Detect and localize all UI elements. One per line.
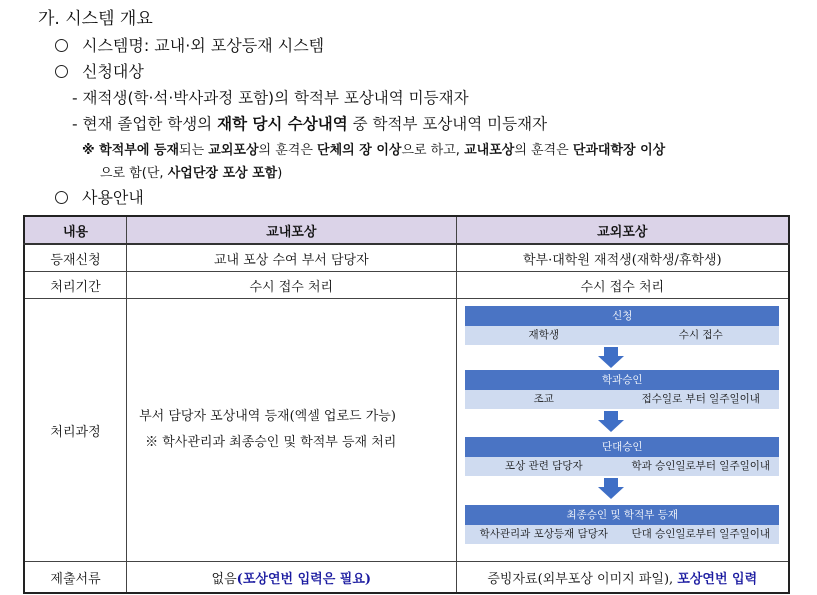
flow-step-right: 접수일로 부터 일주일이내: [641, 393, 760, 405]
process-line-2: ※ 학사관리과 최종승인 및 학적부 등재 처리: [145, 435, 397, 450]
row-label: 제출서류: [24, 562, 127, 594]
target-line-2: [72, 112, 547, 134]
note-part: 교내포상: [464, 143, 515, 158]
row-label: 처리기간: [24, 272, 127, 299]
flow-step-title: 단대승인: [465, 437, 779, 457]
usage-item: [55, 185, 144, 208]
usage-text: 사용안내: [82, 188, 144, 207]
circle-bullet-icon: [55, 191, 68, 204]
external-docs-text: 증빙자료(외부포상 이미지 파일),: [487, 571, 678, 587]
process-line-1: 부서 담당자 포상내역 등재(엑셀 업로드 가능): [139, 409, 396, 424]
process-flow-diagram: [465, 306, 779, 554]
table-row: [24, 562, 789, 594]
guide-table: [23, 215, 790, 594]
internal-docs-cell: [127, 562, 456, 594]
internal-cell: 수시 접수 처리: [127, 272, 456, 299]
target-text: 신청대상: [82, 62, 144, 81]
table-row: [24, 244, 789, 272]
internal-docs-text: 없음: [211, 571, 237, 587]
external-docs-cell: [456, 562, 789, 594]
flow-step-left: 조교: [533, 393, 554, 405]
target-line-2-bold: 재학 당시 수상내역: [217, 115, 348, 133]
note-part: 교외포상: [208, 143, 259, 158]
note-part: 되는: [179, 143, 209, 158]
flow-step-detail: [465, 390, 779, 409]
note-part: 단과대학장 이상: [572, 143, 666, 158]
table-header-row: [24, 216, 789, 244]
flow-step-left: 학사관리과 포상등재 담당자: [479, 528, 608, 540]
flow-step-left: 재학생: [528, 329, 559, 341]
target-item: [55, 59, 144, 82]
note-part: 의 훈격은: [258, 143, 318, 158]
flow-step-left: 포상 관련 담당자: [504, 460, 583, 472]
note-part: 단체의 장 이상: [317, 143, 402, 158]
flow-step-title: 학과승인: [465, 370, 779, 390]
note-part: 으로 함(단,: [100, 166, 168, 181]
header-internal: 교내포상: [127, 216, 456, 244]
external-cell: 수시 접수 처리: [456, 272, 789, 299]
target-line-2-pre: - 현재 졸업한 학생의: [72, 115, 218, 133]
note-part: 으로 하고,: [401, 143, 465, 158]
external-process-cell: [456, 299, 789, 562]
internal-docs-note: (포상연번 입력은 필요): [236, 571, 372, 587]
flow-step-title: 신청: [465, 306, 779, 326]
note-part: 사업단장 포상 포함: [167, 166, 278, 181]
flow-step-detail: [465, 457, 779, 476]
table-row: [24, 299, 789, 562]
circle-bullet-icon: [55, 65, 68, 78]
row-label: 등재신청: [24, 244, 127, 272]
row-label: 처리과정: [24, 299, 127, 562]
circle-bullet-icon: [55, 39, 68, 52]
flow-step-title: 최종승인 및 학적부 등재: [465, 505, 779, 525]
note-line-2: [100, 162, 282, 181]
section-heading: 가. 시스템 개요: [38, 9, 153, 29]
note-part: 의 훈격은: [514, 143, 573, 158]
note-line-1: [82, 139, 665, 158]
system-name-item: [55, 33, 324, 56]
internal-process-cell: [127, 299, 456, 562]
external-docs-note: 포상연번 입력: [677, 571, 758, 587]
header-content: 내용: [24, 216, 127, 244]
flow-step-detail: [465, 326, 779, 345]
external-cell: 학부·대학원 재적생(재학생/휴학생): [456, 244, 789, 272]
flow-step-right: 수시 접수: [678, 329, 723, 341]
note-part: ): [277, 166, 283, 181]
table-row: [24, 272, 789, 299]
flow-step-right: 단대 승인일로부터 일주일이내: [631, 528, 771, 540]
header-external: 교외포상: [456, 216, 789, 244]
flow-step-right: 학과 승인일로부터 일주일이내: [631, 460, 771, 472]
target-line-2-post: 중 학적부 포상내역 미등재자: [347, 115, 548, 133]
note-part: ※ 학적부에 등재: [82, 143, 180, 158]
flow-step-detail: [465, 525, 779, 544]
internal-cell: 교내 포상 수여 부서 담당자: [127, 244, 456, 272]
target-line-1: - 재적생(학·석·박사과정 포함)의 학적부 포상내역 미등재자: [72, 89, 469, 107]
system-name-text: 시스템명: 교내·외 포상등재 시스템: [82, 36, 325, 55]
